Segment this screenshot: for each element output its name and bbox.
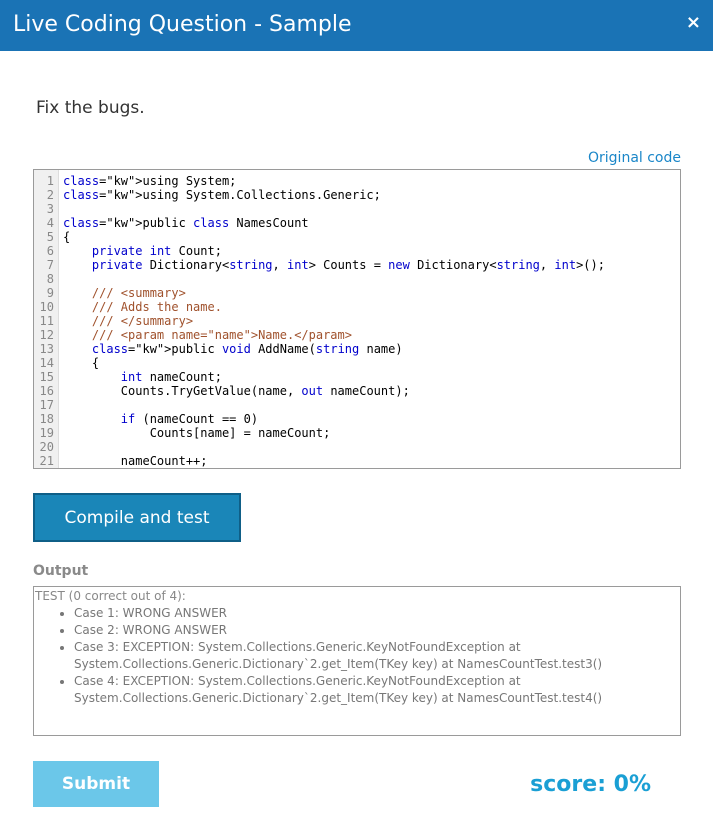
line-number: 8	[46, 272, 54, 286]
code-line[interactable]	[34, 286, 680, 300]
code-line[interactable]	[34, 258, 680, 272]
line-number: 13	[39, 342, 54, 356]
code-line[interactable]	[34, 216, 680, 230]
question-instructions: Fix the bugs.	[36, 98, 145, 118]
code-line[interactable]	[34, 202, 680, 216]
code-line[interactable]	[34, 314, 680, 328]
code-line[interactable]	[34, 272, 680, 286]
code-line[interactable]	[34, 356, 680, 370]
line-number: 15	[39, 370, 54, 384]
code-text[interactable]: {	[63, 230, 71, 244]
test-case-item: • Case 1: WRONG ANSWER	[74, 605, 680, 622]
code-text[interactable]: class="kw">using System;	[63, 174, 237, 188]
code-line[interactable]	[34, 174, 680, 188]
test-case-item: • Case 3: EXCEPTION: System.Collections.Generic.KeyNotFoundException at System.Collections.Generic.Dictionary`2.get_Item(TKey key) at NamesCountTest.test3()	[74, 639, 680, 673]
output-panel	[33, 586, 681, 736]
code-line[interactable]	[34, 342, 680, 356]
code-line[interactable]	[34, 328, 680, 342]
line-number: 7	[46, 258, 54, 272]
code-line[interactable]	[34, 188, 680, 202]
line-number: 16	[39, 384, 54, 398]
code-line[interactable]	[34, 230, 680, 244]
line-number: 5	[46, 230, 54, 244]
code-text[interactable]: if (nameCount == 0)	[120, 412, 259, 426]
original-code-link[interactable]: Original code	[588, 150, 681, 166]
code-line[interactable]	[34, 370, 680, 384]
code-text[interactable]: class="kw">using System.Collections.Generic;	[63, 188, 381, 202]
line-number: 20	[39, 440, 54, 454]
line-number: 21	[39, 454, 54, 468]
code-text[interactable]: nameCount++;	[63, 454, 208, 468]
code-line[interactable]	[34, 384, 680, 398]
code-text[interactable]: class="kw">public void AddName(string name)	[91, 342, 403, 356]
code-text[interactable]	[58, 272, 63, 286]
code-text[interactable]: {	[63, 356, 100, 370]
modal-header	[0, 0, 713, 51]
line-number: 18	[39, 412, 54, 426]
test-case-item: • Case 2: WRONG ANSWER	[74, 622, 680, 639]
code-text[interactable]	[58, 202, 63, 216]
code-text[interactable]: Counts[name] = nameCount;	[63, 426, 331, 440]
line-number: 19	[39, 426, 54, 440]
code-line[interactable]	[34, 454, 680, 468]
line-number: 1	[46, 174, 54, 188]
line-number: 11	[39, 314, 54, 328]
code-text[interactable]: private Dictionary<string, int> Counts = new Dictionary<string, int>();	[91, 258, 605, 272]
code-text[interactable]: /// <summary>	[63, 286, 186, 300]
score-display: score: 0%	[530, 772, 651, 797]
code-text[interactable]	[58, 440, 63, 454]
test-case-list	[74, 605, 680, 707]
compile-and-test-button[interactable]: Compile and test	[33, 493, 241, 542]
code-text[interactable]	[58, 398, 63, 412]
test-case-item: • Case 4: EXCEPTION: System.Collections.Generic.KeyNotFoundException at System.Collections.Generic.Dictionary`2.get_Item(TKey key) at NamesCountTest.test4()	[74, 673, 680, 707]
line-number: 6	[46, 244, 54, 258]
line-number: 4	[46, 216, 54, 230]
code-text[interactable]: int nameCount;	[120, 370, 222, 384]
test-summary: TEST (0 correct out of 4):	[35, 589, 186, 603]
line-number: 12	[39, 328, 54, 342]
line-number: 14	[39, 356, 54, 370]
line-number: 17	[39, 398, 54, 412]
code-text[interactable]: private int Count;	[91, 244, 222, 258]
line-number: 2	[46, 188, 54, 202]
code-line[interactable]	[34, 440, 680, 454]
code-line[interactable]	[34, 398, 680, 412]
code-text[interactable]: /// Adds the name.	[63, 300, 222, 314]
modal-title: Live Coding Question - Sample	[13, 12, 352, 37]
code-text[interactable]: /// <param name="name">Name.</param>	[63, 328, 352, 342]
output-label: Output	[33, 563, 89, 579]
code-line[interactable]	[34, 300, 680, 314]
line-number: 3	[46, 202, 54, 216]
code-text[interactable]: class="kw">public class NamesCount	[63, 216, 309, 230]
code-line[interactable]	[34, 412, 680, 426]
close-icon[interactable]: ×	[685, 12, 701, 33]
code-text[interactable]: Counts.TryGetValue(name, out nameCount);	[63, 384, 410, 398]
line-number: 9	[46, 286, 54, 300]
line-number: 10	[39, 300, 54, 314]
code-text[interactable]: /// </summary>	[63, 314, 194, 328]
code-line[interactable]	[34, 244, 680, 258]
code-line[interactable]	[34, 426, 680, 440]
code-editor[interactable]	[33, 169, 681, 469]
submit-button[interactable]: Submit	[33, 761, 159, 807]
code-lines[interactable]	[34, 174, 680, 468]
